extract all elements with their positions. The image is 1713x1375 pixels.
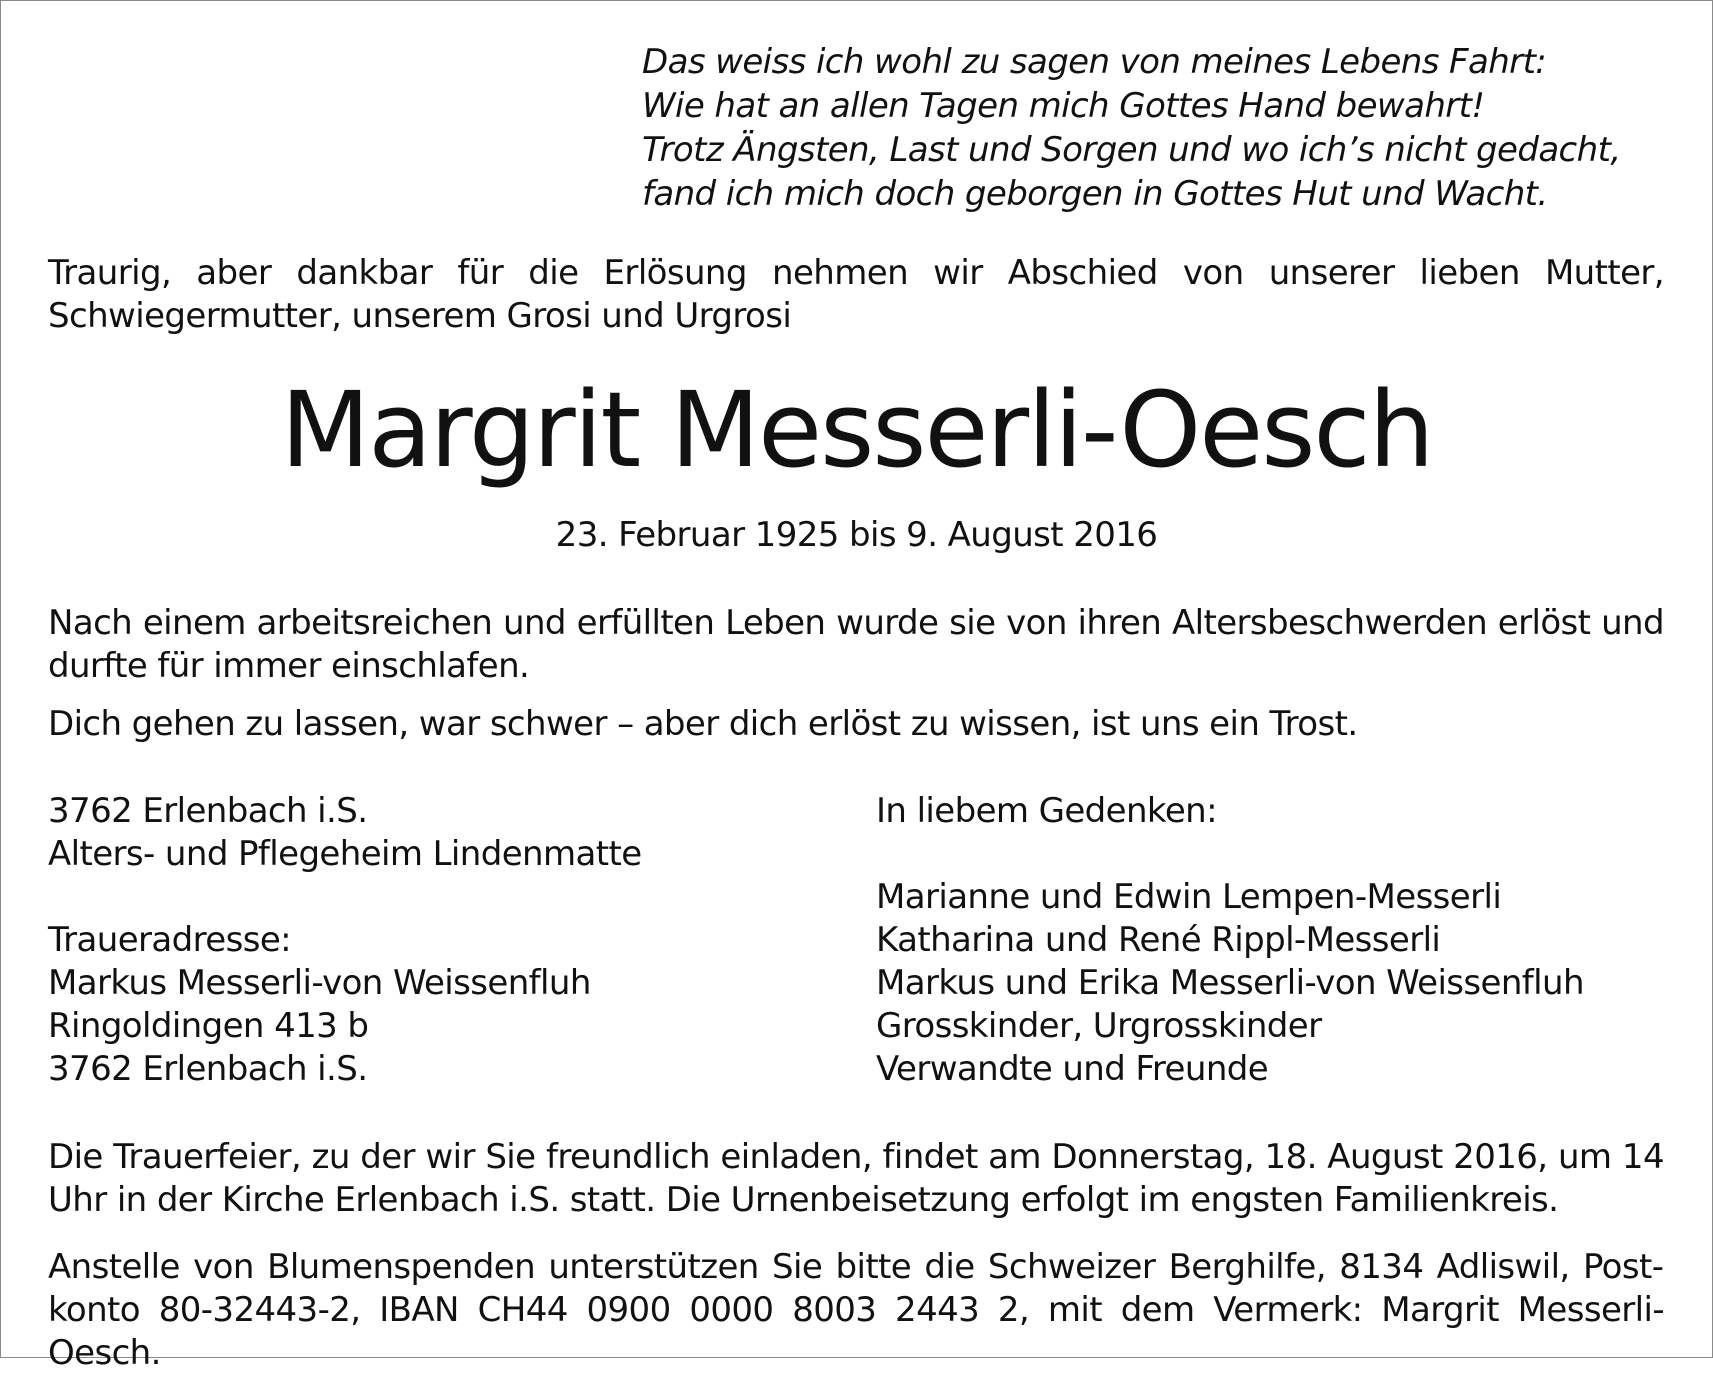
mourning-address-street: Ringoldingen 413 b [48,1006,369,1046]
mourning-address-label: Traueradresse: [48,920,291,960]
mourner-line: Katharina und René Rippl-Messerli [876,920,1441,960]
poem-line: Das weiss ich wohl zu sagen von meines Lebens Fahrt: [642,42,1547,82]
poem-line: Trotz Ängsten, Last und Sorgen und wo ich’s nicht gedacht, [642,130,1621,170]
poem-verse [642,40,1621,216]
life-dates: 23. Februar 1925 bis 9. August 2016 [555,515,1158,555]
place-line: 3762 Erlenbach i.S. [48,791,368,831]
poem-line: Wie hat an allen Tagen mich Gottes Hand bewahrt! [642,86,1485,126]
ceremony-paragraph: Die Trauerfeier, zu der wir Sie freundlich einladen, findet am Donnerstag, 18. August 2016, um 14 Uhr in der Kirche Erlenbach i.S. statt. Die Urnenbeisetzung erfolgt im engsten Familienkreis. [48,1137,1664,1220]
poem-line: fand ich mich doch geborgen in Gottes Hut und Wacht. [642,174,1548,214]
intro-text: Traurig, aber dankbar für die Erlösung nehmen wir Abschied von unserer lieben Mutter, Schwiegermutter, unserem Grosi und Urgrosi [48,253,1664,336]
mourner-line: Marianne und Edwin Lempen-Messerli [876,877,1502,917]
mourners-column [876,790,1584,1091]
donation-paragraph: Anstelle von Blumenspenden unterstützen Sie bitte die Schweizer Berghilfe, 8134 Adliswil, Postkonto 80-32443-2, IBAN CH44 0900 0000 8003 2443 2, mit dem Vermerk: Margrit Messerli-Oesch. [48,1247,1664,1373]
deceased-name: Margrit Messerli-Oesch [280,369,1433,491]
mourning-address-name: Markus Messerli-von Weissenfluh [48,963,591,1003]
mourner-line: Verwandte und Freunde [876,1049,1269,1089]
comfort-paragraph: Dich gehen zu lassen, war schwer – aber dich erlöst zu wissen, ist uns ein Trost. [48,704,1358,744]
address-column [48,790,642,1091]
mourner-line: Grosskinder, Urgrosskinder [876,1006,1322,1046]
life-paragraph: Nach einem arbeitsreichen und erfüllten Leben wurde sie von ihren Altersbeschwerden erlöst und durfte für immer einschlafen. [48,603,1664,686]
care-home-line: Alters- und Pflegeheim Lindenmatte [48,834,642,874]
mourning-address-city: 3762 Erlenbach i.S. [48,1049,368,1089]
mourners-heading: In liebem Gedenken: [876,791,1217,831]
mourner-line: Markus und Erika Messerli-von Weissenfluh [876,963,1584,1003]
